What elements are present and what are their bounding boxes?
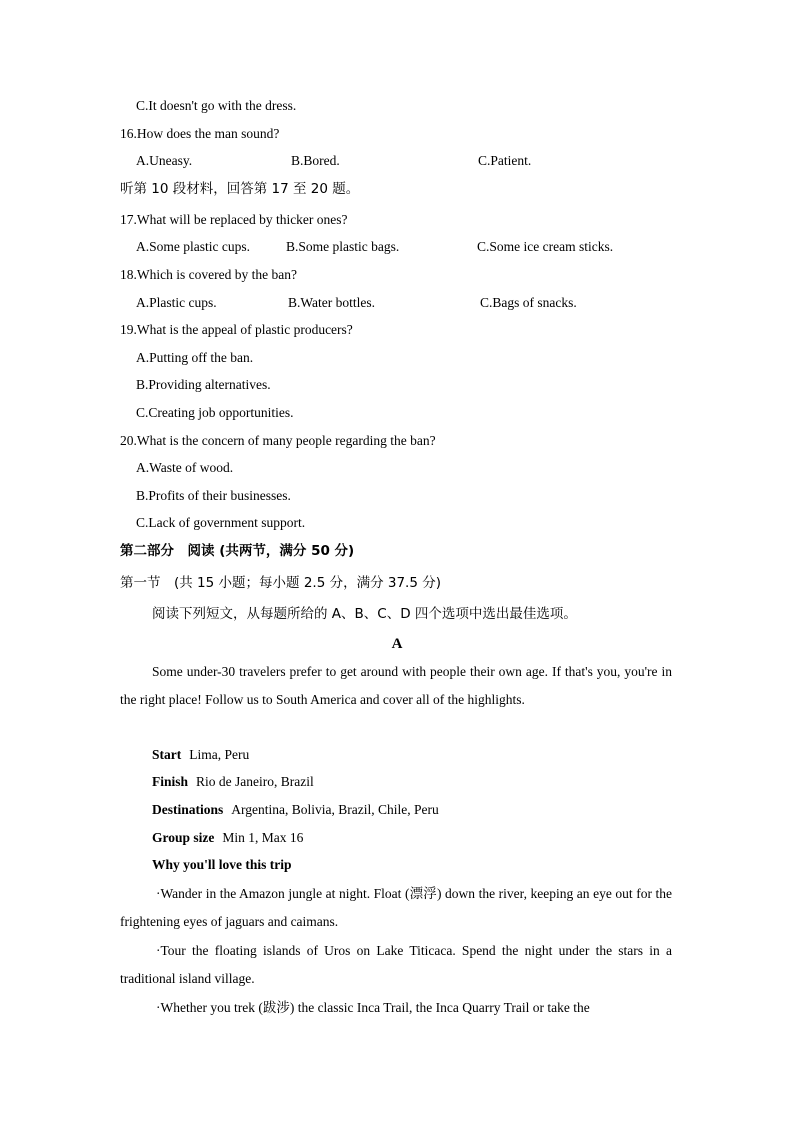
bullet-item — [120, 994, 672, 1022]
bullet-text: ·Whether you trek (跋涉) the classic Inca Trail, the Inca Quarry Trail or take the — [156, 1000, 590, 1015]
q19-option-c: C.Creating job opportunities. — [136, 405, 294, 420]
q17-option-a: A.Some plastic cups. — [136, 239, 250, 254]
q19-question: 19.What is the appeal of plastic producers? — [120, 322, 353, 337]
section10-instruction: 听第 10 段材料，回答第 17 至 20 题。 — [120, 181, 360, 197]
trip-group-value: Min 1, Max 16 — [222, 830, 304, 845]
trip-group-row — [152, 829, 303, 847]
why-heading: Why you'll love this trip — [152, 857, 292, 872]
trip-destinations-row — [152, 801, 439, 819]
q16-option-b: B.Bored. — [291, 153, 340, 168]
bullet-text: ·Tour the floating islands of Uros on Lake Titicaca. Spend the night under the stars in a traditional island village. — [120, 943, 672, 986]
intro-paragraph — [120, 658, 672, 714]
q20-question: 20.What is the concern of many people regarding the ban? — [120, 433, 436, 448]
bullet-text: ·Wander in the Amazon jungle at night. Float (漂浮) down the river, keeping an eye out for the frightening eyes of jaguars and caimans. — [120, 886, 672, 929]
q19-option-b: B.Providing alternatives. — [136, 377, 271, 392]
reading-instruction: 阅读下列短文，从每题所给的 A、B、C、D 四个选项中选出最佳选项。 — [152, 606, 577, 622]
q18-option-a: A.Plastic cups. — [136, 295, 217, 310]
q15-option-c: C.It doesn't go with the dress. — [136, 98, 297, 113]
passage-label: A — [391, 636, 403, 652]
trip-start-label: Start — [152, 747, 182, 762]
trip-destinations-value: Argentina, Bolivia, Brazil, Chile, Peru — [231, 802, 439, 817]
q17-question: 17.What will be replaced by thicker ones? — [120, 212, 348, 227]
q18-question: 18.Which is covered by the ban? — [120, 267, 297, 282]
part2-heading: 第二部分 阅读 (共两节，满分 50 分) — [120, 543, 355, 559]
trip-start-value: Lima, Peru — [189, 747, 250, 762]
q16-option-c: C.Patient. — [478, 153, 532, 168]
trip-finish-label: Finish — [152, 774, 189, 789]
q20-option-b: B.Profits of their businesses. — [136, 488, 291, 503]
q16-option-a: A.Uneasy. — [136, 153, 193, 168]
q18-option-b: B.Water bottles. — [288, 295, 376, 310]
q18-option-c: C.Bags of snacks. — [480, 295, 577, 310]
bullet-item — [120, 937, 672, 993]
trip-finish-value: Rio de Janeiro, Brazil — [196, 774, 314, 789]
q17-option-b: B.Some plastic bags. — [286, 239, 400, 254]
trip-start-row — [152, 746, 249, 764]
trip-group-label: Group size — [152, 830, 215, 845]
q16-question: 16.How does the man sound? — [120, 126, 280, 141]
intro-paragraph-text: Some under-30 travelers prefer to get around with people their own age. If that's you, you're in the right place! Follow us to South America and cover all of the highlights. — [120, 664, 672, 707]
trip-finish-row — [152, 773, 314, 791]
bullet-item — [120, 880, 672, 936]
q19-option-a: A.Putting off the ban. — [136, 350, 254, 365]
q20-option-c: C.Lack of government support. — [136, 515, 306, 530]
trip-destinations-label: Destinations — [152, 802, 224, 817]
section1-heading: 第一节 (共 15 小题；每小题 2.5 分，满分 37.5 分) — [120, 575, 441, 591]
q17-option-c: C.Some ice cream sticks. — [477, 239, 614, 254]
q20-option-a: A.Waste of wood. — [136, 460, 234, 475]
